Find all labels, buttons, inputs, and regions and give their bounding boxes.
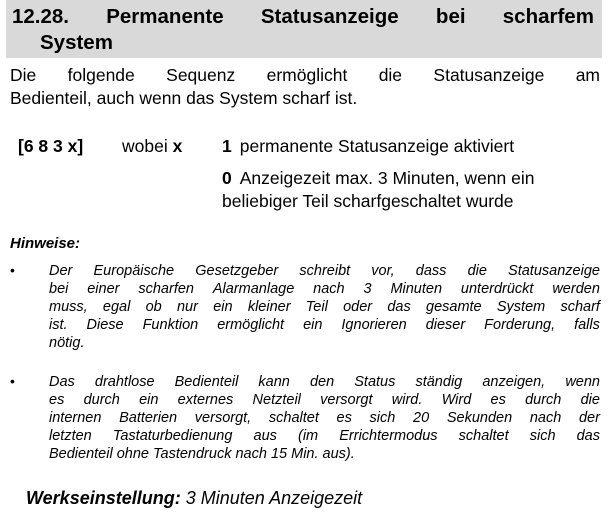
factory-default-value: 3 Minuten Anzeigezeit <box>185 488 363 508</box>
heading-word: scharfem <box>502 5 594 28</box>
heading-number: 12.28. <box>12 5 69 28</box>
heading-word: bei <box>435 5 466 28</box>
note-line: bei einer scharfen Alarmanlage nach 3 Minuten unterdrückt werden <box>49 281 600 297</box>
intro-line-2: Bedienteil, auch wenn das System scharf ist. <box>10 88 358 108</box>
note-line: Bedienteil ohne Tastendruck nach 15 Min. aus). <box>49 446 355 462</box>
heading-word: Permanente <box>106 5 224 28</box>
intro-word: am <box>575 65 600 85</box>
notes-title: Hinweise: <box>10 235 81 252</box>
heading-line-2: System <box>40 31 113 54</box>
sequence-code: [6 8 3 x] <box>18 136 84 156</box>
bullet-icon: • <box>10 373 15 389</box>
wobei-text: wobei <box>122 136 168 156</box>
note-line: ist. Diese Funktion ermöglicht ein Ignorieren dieser Forderung, falls <box>49 317 600 333</box>
intro-paragraph <box>10 64 600 110</box>
intro-word: Sequenz <box>166 65 236 85</box>
option-1-num: 1 <box>222 136 232 156</box>
intro-word: ermöglicht <box>266 65 348 85</box>
note-item-2 <box>49 373 600 463</box>
factory-default <box>26 488 362 509</box>
note-line: letzten Tastaturbedienung aus (im Errichtermodus schaltet sich das <box>49 428 600 444</box>
note-line: Das drahtlose Bedienteil kann den Status ständig anzeigen, wenn <box>49 374 600 390</box>
option-0-line-1: Anzeigezeit max. 3 Minuten, wenn ein <box>239 168 535 188</box>
note-line: nötig. <box>49 335 85 351</box>
note-line: es durch ein externes Netzteil versorgt wird. Wird es durch die <box>49 392 600 408</box>
note-item-1 <box>49 262 600 352</box>
sequence-wobei <box>122 136 182 157</box>
option-0 <box>222 167 592 213</box>
option-1 <box>222 136 514 157</box>
option-1-text: permanente Statusanzeige aktiviert <box>239 136 515 156</box>
option-0-num: 0 <box>222 168 232 188</box>
wobei-var: x <box>172 136 183 156</box>
factory-default-label: Werkseinstellung: <box>26 488 181 508</box>
intro-word: Die <box>10 65 37 85</box>
intro-word: die <box>378 65 403 85</box>
intro-word: Statusanzeige <box>433 65 545 85</box>
intro-word: folgende <box>67 65 135 85</box>
section-heading <box>6 0 602 58</box>
heading-word: Statusanzeige <box>260 5 399 28</box>
note-line: muss, egal ob nur ein kleiner Teil oder das gesamte System scharf <box>49 299 600 315</box>
option-0-line-2: beliebiger Teil scharfgeschaltet wurde <box>222 191 514 211</box>
intro-line-1 <box>10 64 600 87</box>
note-line: internen Batterien versorgt, schaltet es sich 20 Sekunden nach der <box>49 410 600 426</box>
bullet-icon: • <box>10 262 15 278</box>
heading-line-1 <box>12 4 594 30</box>
note-line: Der Europäische Gesetzgeber schreibt vor, dass die Statusanzeige <box>49 263 600 279</box>
